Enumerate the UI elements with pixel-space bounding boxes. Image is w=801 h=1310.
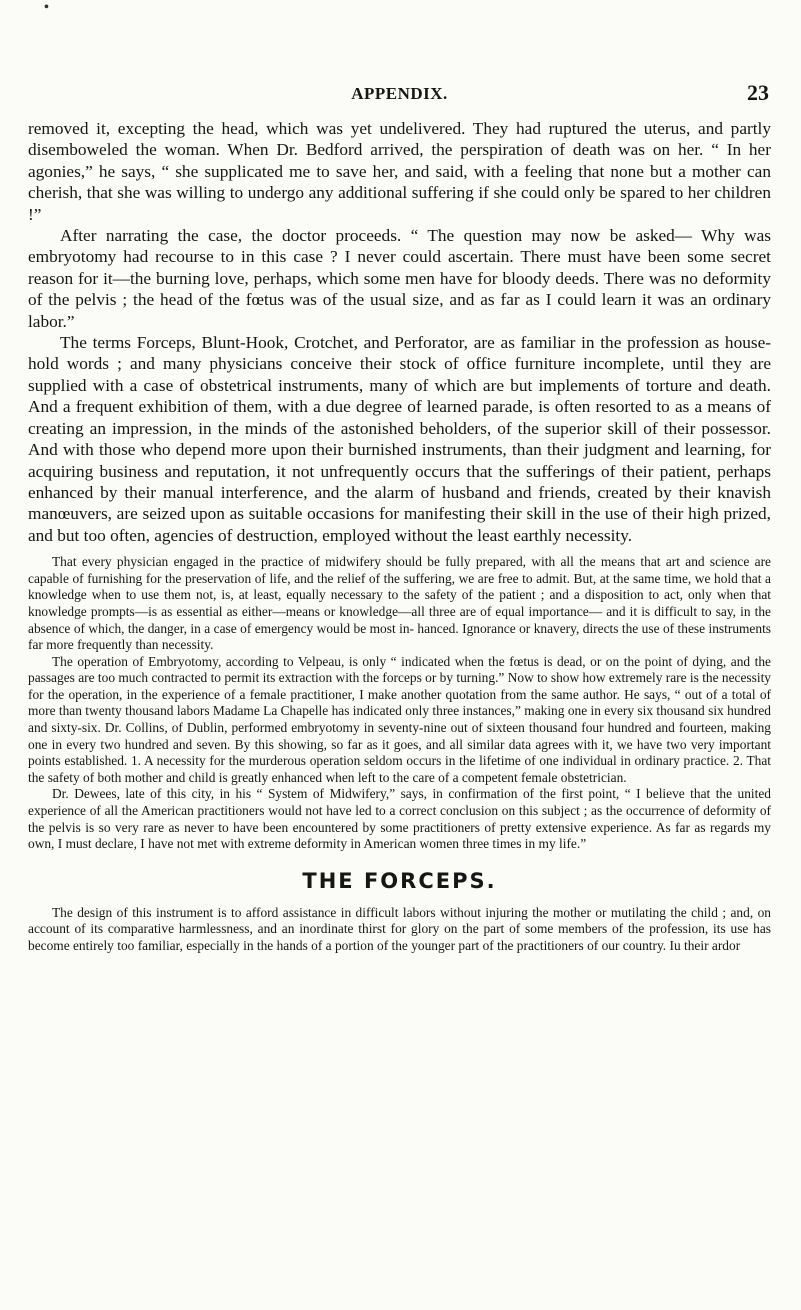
small-paragraph: The operation of Embryotomy, according to Velpeau, is only “ indicated when the fœtus is dead, or on the point of dying, and the passages are too much contracted to permit its extraction with the forceps or by turning.” Now to show how extremely rare is the necessity for the operation, in the experience of a female practitioner, I make another quotation from the same author. He says, “ out of a total of more than twenty thousand labors Madame La Chapelle has indicated only three instances,” making one in every six thousand six hundred and sixty-six. Dr. Collins, of Dublin, performed embryotomy in seventy-nine out of sixteen thousand four hundred and fourteen, making one in every two hundred and seven. By this showing, so far as it goes, and all similar data agrees with it, we have two very important points established. 1. A necessity for the murderous operation seldom occurs in the lifetime of one individual in ordinary practice. 2. That the safety of both mother and child is greatly enhanced when left to the care of a competent female obstetrician. xyxy=(28,653,771,785)
running-header xyxy=(28,80,771,118)
main-text xyxy=(28,118,771,546)
small-print-notes xyxy=(28,554,771,853)
section-text xyxy=(28,905,771,955)
running-title: APPENDIX. xyxy=(351,84,448,103)
paragraph: After narrating the case, the doctor proceeds. “ The question may now be asked— Why was embryotomy had recourse to in this case ? I never could ascertain. There must have been some secret reason for it—the burning love, perhaps, which some men have for bloody deeds. There was no deformity of the pelvis ; the head of the fœtus was of the usual size, and as far as I could learn it was an ordinary labor.” xyxy=(28,226,771,331)
small-paragraph: That every physician engaged in the practice of midwifery should be fully prepared, with all the means that art and science are capable of furnishing for the preservation of life, and the relief of the suffering, we are free to admit. But, at the same time, we hold that a knowledge when to use them not, is, at least, equally necessary to the safety of the patient ; and a disposition to act, only when that knowledge prompts—is as essential as either—means or knowledge—all three are of equal importance— and it is difficult to say, in the absence of which, the danger, in a case of emergency would be most in- hanced. Ignorance or knavery, directs the use of these instruments far more frequently than necessity. xyxy=(28,554,771,653)
section-paragraph: The design of this instrument is to afford assistance in difficult labors without injuring the mother or mutilating the child ; and, on account of its comparative harmlessness, and an inordinate thirst for glory on the part of some members of the profession, its use has become entirely too familiar, especially in the hands of a portion of the younger part of the practitioners of our country. Iu their ardor xyxy=(28,904,771,953)
page-number: 23 xyxy=(747,80,769,105)
small-paragraph: Dr. Dewees, late of this city, in his “ System of Midwifery,” says, in confirmation of the first point, “ I believe that the united experience of all the American practitioners would not have led to a correct conclusion on this subject ; as the occurrence of deformity of the pelvis is so very rare as never to have been encountered by some practitioners of pretty extensive experience. As far as regards my own, I must declare, I have not met with extreme deformity in American women three times in my life.” xyxy=(28,786,771,852)
paragraph: removed it, excepting the head, which was yet undelivered. They had ruptured the uterus, and partly disemboweled the woman. When Dr. Bedford arrived, the perspiration of death was on her. “ In her agonies,” he says, “ she supplicated me to save her, and said, with a feeling that none but a mother can cherish, that she was willing to undergo any additional suffering if she could only be spared to her children !” xyxy=(28,119,771,224)
section-heading: THE FORCEPS. xyxy=(302,868,497,893)
paragraph: The terms Forceps, Blunt-Hook, Crotchet, and Perforator, are as familiar in the profession as house-hold words ; and many physicians conceive their stock of office furniture incomplete, until they are supplied with a case of obstetrical instruments, many of which are but implements of torture and death. And a frequent exhibition of them, with a due degree of learned parade, is often resorted to as a means of creating an impression, in the minds of the astonished beholders, of the superior skill of their possessor. And with those who depend more upon their burnished instruments, than their judgment and learning, for acquiring business and reputation, it not unfrequently occurs that the sufferings of their patient, perhaps enhanced by their manual interference, and the alarm of husband and friends, created by their knavish manœuvers, are seized upon as suitable occasions for manifesting their skill in the use of their high prized, and but too often, agencies of destruction, employed without the least earthly necessity. xyxy=(28,333,771,545)
corner-mark: • xyxy=(44,0,49,15)
